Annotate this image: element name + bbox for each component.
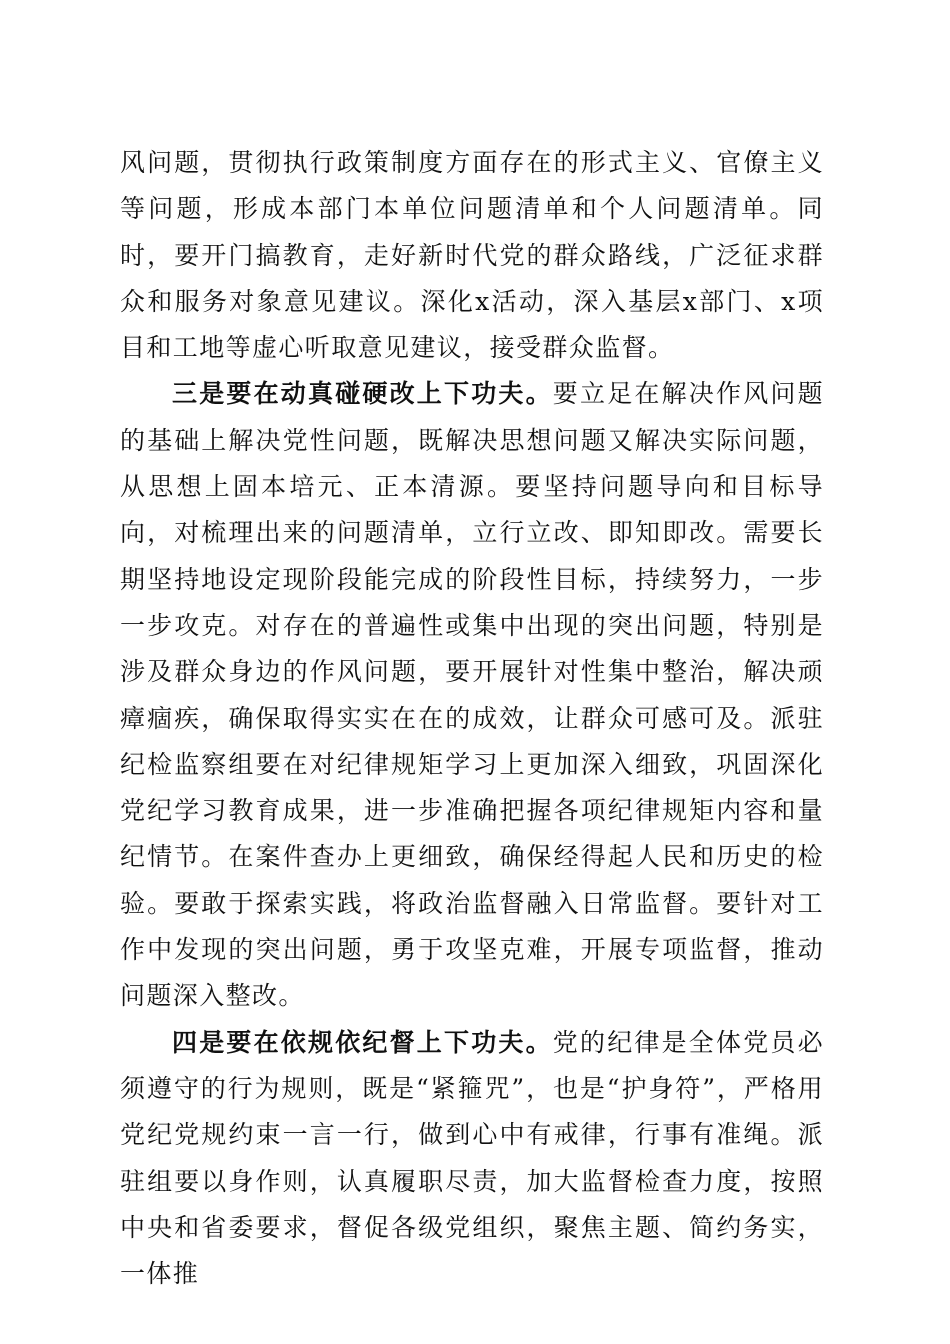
paragraph-1	[120, 140, 824, 371]
paragraph-1-text: 风问题，贯彻执行政策制度方面存在的形式主义、官僚主义等问题，形成本部门本单位问题清单和个人问题清单。同时，要开门搞教育，走好新时代党的群众路线，广泛征求群众和服务对象意见建议。深化x活动，深入基层x部门、x项目和工地等虚心听取意见建议，接受群众监督。	[120, 148, 824, 363]
paragraph-2-heading: 三是要在动真碰硬改上下功夫。	[172, 379, 553, 409]
paragraph-2-text: 要立足在解决作风问题的基础上解决党性问题，既解决思想问题又解决实际问题，从思想上固本培元、正本清源。要坚持问题导向和目标导向，对梳理出来的问题清单，立行立改、即知即改。需要长期坚持地设定现阶段能完成的阶段性目标，持续努力，一步一步攻克。对存在的普遍性或集中出现的突出问题，特别是涉及群众身边的作风问题，要开展针对性集中整治，解决顽瘴痼疾，确保取得实实在在的成效，让群众可感可及。派驻纪检监察组要在对纪律规矩学习上更加深入细致，巩固深化党纪学习教育成果，进一步准确把握各项纪律规矩内容和量纪情节。在案件查办上更细致，确保经得起人民和历史的检验。要敢于探索实践，将政治监督融入日常监督。要针对工作中发现的突出问题，勇于攻坚克难，开展专项监督，推动问题深入整改。	[120, 379, 824, 1011]
document-body	[120, 140, 824, 1297]
paragraph-3	[120, 1020, 824, 1298]
paragraph-3-text: 党的纪律是全体党员必须遵守的行为规则，既是“紧箍咒”，也是“护身符”，严格用党纪党规约束一言一行，做到心中有戒律，行事有准绳。派驻组要以身作则，认真履职尽责，加大监督检查力度，按照中央和省委要求，督促各级党组织，聚焦主题、简约务实，一体推	[120, 1027, 824, 1289]
paragraph-2	[120, 371, 824, 1019]
paragraph-3-heading: 四是要在依规依纪督上下功夫。	[172, 1027, 553, 1057]
